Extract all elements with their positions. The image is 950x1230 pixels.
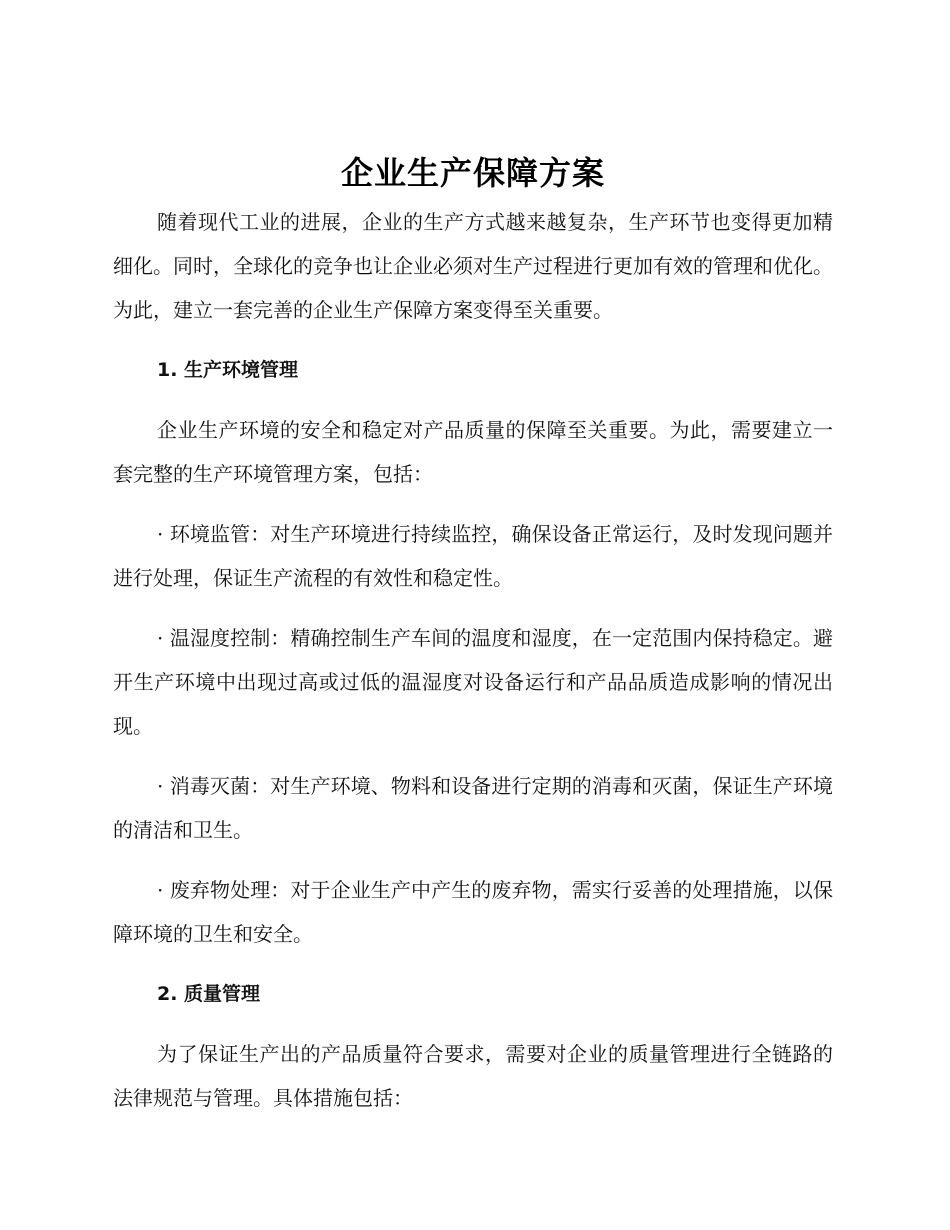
intro-paragraph: 随着现代工业的进展，企业的生产方式越来越复杂，生产环节也变得更加精细化。同时，全球化的竞争也让企业必须对生产过程进行更加有效的管理和优化。为此，建立一套完善的企业生产保障方案变得至关重要。 — [113, 210, 833, 322]
bullet-temperature-humidity: · 温湿度控制：精确控制生产车间的温度和湿度，在一定范围内保持稳定。避开生产环境中出现过高或过低的温湿度对设备运行和产品品质造成影响的情况出现。 — [113, 626, 833, 738]
bullet-waste-disposal: · 废弃物处理：对于企业生产中产生的废弃物，需实行妥善的处理措施，以保障环境的卫生和安全。 — [113, 878, 833, 946]
section-1-heading: 1. 生产环境管理 — [157, 359, 299, 381]
spacer — [113, 852, 833, 868]
spacer — [113, 956, 833, 972]
spacer — [113, 332, 833, 348]
spacer — [113, 600, 833, 616]
document-page — [113, 150, 833, 1120]
section-1-lead: 企业生产环境的安全和稳定对产品质量的保障至关重要。为此，需要建立一套完整的生产环境管理方案，包括： — [113, 418, 833, 486]
document-title: 企业生产保障方案 — [340, 154, 605, 192]
bullet-disinfection: · 消毒灭菌：对生产环境、物料和设备进行定期的消毒和灭菌，保证生产环境的清洁和卫生。 — [113, 774, 833, 842]
spacer — [113, 1016, 833, 1032]
bullet-environment-monitoring: · 环境监管：对生产环境进行持续监控，确保设备正常运行，及时发现问题并进行处理，保证生产流程的有效性和稳定性。 — [113, 522, 833, 590]
spacer — [113, 496, 833, 512]
spacer — [113, 748, 833, 764]
spacer — [113, 392, 833, 408]
section-2-heading: 2. 质量管理 — [157, 983, 261, 1005]
section-2-lead: 为了保证生产出的产品质量符合要求，需要对企业的质量管理进行全链路的法律规范与管理。具体措施包括： — [113, 1042, 833, 1110]
